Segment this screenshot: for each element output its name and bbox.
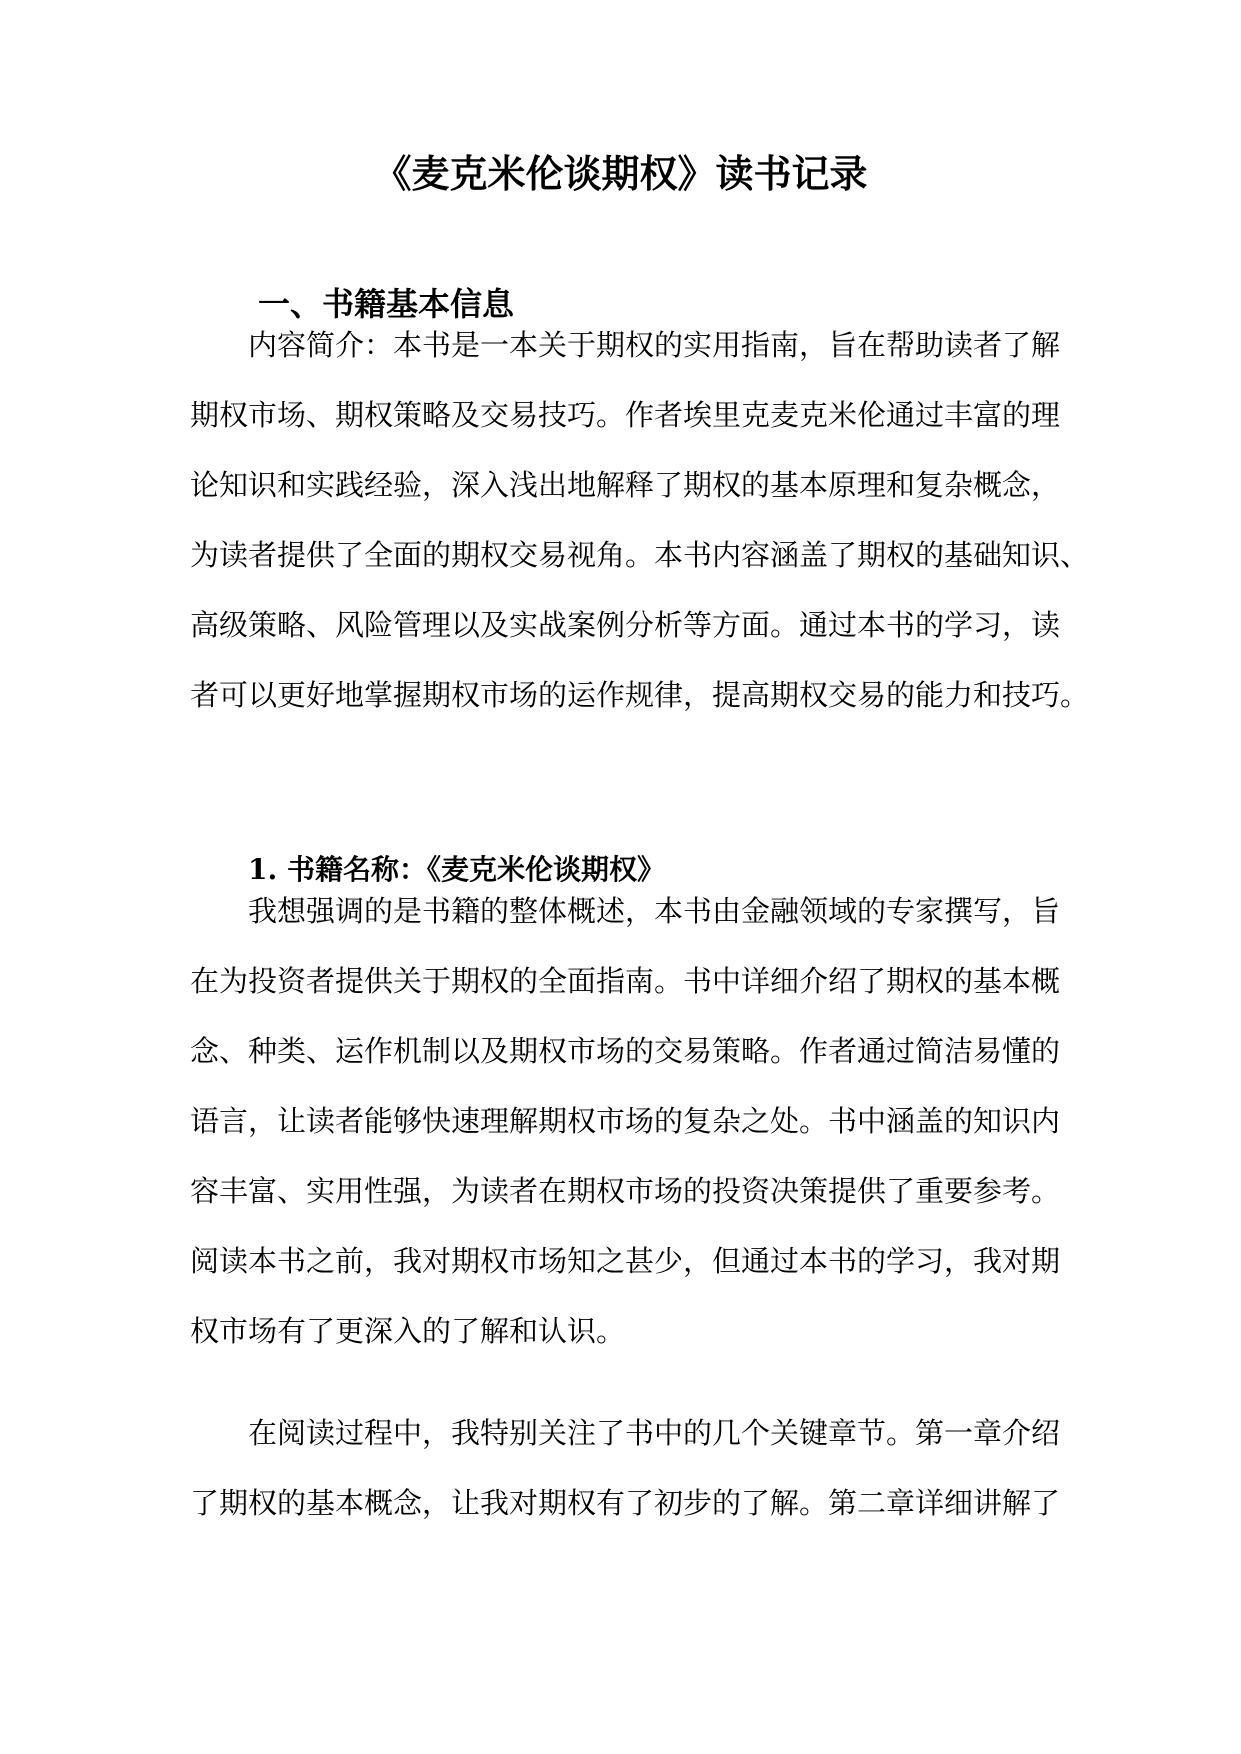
section-heading-basic-info: 一、书籍基本信息 xyxy=(258,285,515,323)
paragraph-line: 了期权的基本概念，让我对期权有了初步的了解。第二章详细讲解了 xyxy=(190,1486,1061,1520)
paragraph-line: 权市场有了更深入的了解和认识。 xyxy=(190,1314,626,1348)
paragraph-line: 高级策略、风险管理以及实战案例分析等方面。通过本书的学习，读 xyxy=(190,608,1061,642)
paragraph-line: 在阅读过程中，我特别关注了书中的几个关键章节。第一章介绍 xyxy=(248,1416,1061,1450)
paragraph-line: 期权市场、期权策略及交易技巧。作者埃里克麦克米伦通过丰富的理 xyxy=(190,398,1061,432)
paragraph-line: 者可以更好地掌握期权市场的运作规律，提高期权交易的能力和技巧。 xyxy=(190,678,1090,712)
subheading-book-name: 1. 书籍名称：《麦克米伦谈期权》 xyxy=(248,853,665,886)
paragraph-line: 在为投资者提供关于期权的全面指南。书中详细介绍了期权的基本概 xyxy=(190,964,1061,998)
paragraph-overview xyxy=(190,876,1060,1366)
paragraph-line: 我想强调的是书籍的整体概述，本书由金融领域的专家撰写，旨 xyxy=(248,894,1061,928)
paragraph-line: 内容简介：本书是一本关于期权的实用指南，旨在帮助读者了解 xyxy=(248,328,1061,362)
paragraph-line: 为读者提供了全面的期权交易视角。本书内容涵盖了期权的基础知识、 xyxy=(190,538,1090,572)
paragraph-line: 容丰富、实用性强，为读者在期权市场的投资决策提供了重要参考。 xyxy=(190,1174,1061,1208)
paragraph-line: 语言，让读者能够快速理解期权市场的复杂之处。书中涵盖的知识内 xyxy=(190,1104,1061,1138)
paragraph-introduction xyxy=(190,310,1090,730)
paragraph-reading-process xyxy=(190,1398,1060,1538)
paragraph-line: 念、种类、运作机制以及期权市场的交易策略。作者通过简洁易懂的 xyxy=(190,1034,1061,1068)
document-title: 《麦克米伦谈期权》读书记录 xyxy=(373,151,868,196)
paragraph-line: 论知识和实践经验，深入浅出地解释了期权的基本原理和复杂概念， xyxy=(190,468,1061,502)
paragraph-line: 阅读本书之前，我对期权市场知之甚少，但通过本书的学习，我对期 xyxy=(190,1244,1061,1278)
